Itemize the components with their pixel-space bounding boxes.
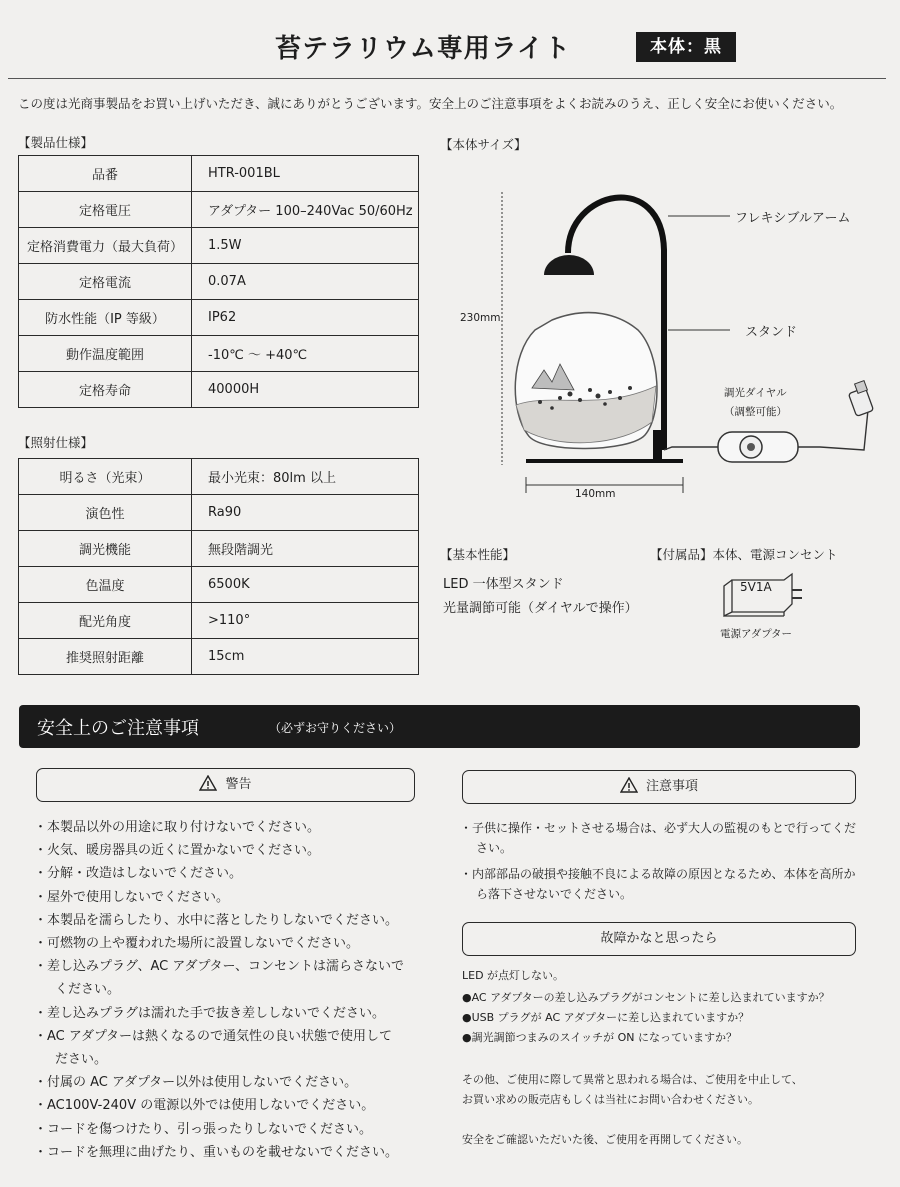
warning-item [34,886,404,909]
warning-item [34,1118,404,1141]
caution-item-text: ら落下させないでください。 [476,887,633,901]
warning-item [34,909,404,932]
warning-item-text: ・AC100V-240V の電源以外では使用しないでください。 [34,1098,375,1114]
lamp-diagram [440,150,890,510]
safety-title: 安全上のご注意事項 [37,718,199,739]
spec-value: -10℃ 〜 +40℃ [192,336,419,372]
basic-line-2: 光量調節可能（ダイヤルで操作） [443,601,638,616]
trouble-note-3: 安全をご確認いただいた後、ご使用を再開してください。 [462,1133,748,1146]
spec-row [19,156,419,192]
warning-item-text: ・コードを無理に曲げたり、重いものを載せないでください。 [34,1144,399,1160]
intro-text: この度は光商事製品をお買い上げいただき、誠にありがとうございます。安全上のご注意事項をよくお読みのうえ、正しく安全にお使いください。 [18,96,843,111]
caution-title: 注意事項 [645,779,698,794]
warning-item [34,1094,404,1117]
basic-line-1: LED 一体型スタンド [443,577,564,592]
warning-box [36,768,415,802]
spec-value: >110° [192,603,419,639]
safety-header [19,705,860,748]
dial-label: 調光ダイヤル [724,387,787,399]
warning-item [34,1002,404,1025]
spec-key: 定格電圧 [19,192,192,228]
spec-value: HTR-001BL [192,156,419,192]
spec-value: 0.07A [192,264,419,300]
spec-key: 推奨照射距離 [19,639,192,675]
spec-row [19,495,419,531]
safety-subtitle: （必ずお守りください） [269,721,402,735]
spec-value: アダプター 100–240Vac 50/60Hz [192,192,419,228]
warning-item-text: ・AC アダプターは熱くなるので通気性の良い状態で使用して [34,1028,393,1044]
spec-key: 明るさ（光束） [19,459,192,495]
spec-row [19,300,419,336]
spec-key: 防水性能（IP 等級） [19,300,192,336]
warning-item [34,839,404,862]
page-title: 苔テラリウム専用ライト [275,34,571,64]
light-spec-table [18,458,419,675]
warning-item [34,1141,404,1164]
width-dimension: 140mm [575,488,616,500]
adapter-caption: 電源アダプター [720,628,793,640]
spec-row [19,603,419,639]
dial-sublabel: （調整可能） [724,406,787,418]
spec-value: 最小光束：80lm 以上 [192,459,419,495]
warning-item-text: ・本製品以外の用途に取り付けないでください。 [34,820,321,835]
warning-item-text: ・付属の AC アダプター以外は使用しないでください。 [34,1075,358,1091]
warning-item [34,816,404,839]
spec-key: 動作温度範囲 [19,336,192,372]
divider [8,78,886,79]
spec-row [19,531,419,567]
trouble-item-3: ●調光調節つまみのスイッチが ON になっていますか？ [462,1031,738,1044]
spec-row [19,639,419,675]
warning-item-text: ・差し込みプラグ、AC アダプター、コンセントは濡らさないで [34,959,405,975]
trouble-title: 故障かなと思ったら [600,931,718,946]
warning-item-text: ・火気、暖房器具の近くに置かないでください。 [34,843,321,859]
warning-item [34,1048,404,1071]
spec-key: 配光角度 [19,603,192,639]
spec-key: 定格消費電力（最大負荷） [19,228,192,264]
trouble-item-2: ●USB プラグが AC アダプターに差し込まれていますか？ [462,1011,750,1024]
accessory-label: 【付属品】本体、電源コンセント [650,547,838,562]
warning-item-text: ・コードを傷つけたり、引っ張ったりしないでください。 [34,1121,373,1137]
color-badge: 本体：黒 [636,32,736,62]
spec-row [19,228,419,264]
product-spec-label: 【製品仕様】 [18,135,94,150]
warning-item-text: ・差し込みプラグは濡れた手で抜き差ししないでください。 [34,1005,386,1021]
spec-value: IP62 [192,300,419,336]
spec-value: 40000H [192,372,419,408]
warning-item-text: ださい。 [55,1052,108,1068]
caution-item-text: さい。 [476,841,513,855]
light-spec-label: 【照射仕様】 [18,435,94,450]
product-spec-table [18,155,419,408]
caution-item [460,818,856,858]
caution-item [460,864,856,904]
adapter-text: 5V1A [740,580,772,594]
spec-value: 6500K [192,567,419,603]
caution-box [462,770,856,804]
trouble-note-1: その他、ご使用に際して異常と思われる場合は、ご使用を中止して、 [462,1073,803,1086]
warning-title: 警告 [225,777,252,792]
spec-row [19,567,419,603]
caution-item-text: ・子供に操作・セットさせる場合は、必ず大人の監視のもとで行ってくだ [460,821,857,835]
caution-item-text: ・内部部品の破損や接触不良による故障の原因となるため、本体を高所か [460,867,856,881]
warning-item [34,862,404,885]
caution-icon [620,777,638,793]
spec-key: 定格寿命 [19,372,192,408]
height-dimension: 230mm [460,312,501,324]
spec-key: 演色性 [19,495,192,531]
spec-value: Ra90 [192,495,419,531]
arm-label: フレキシブルアーム [735,211,851,226]
spec-key: 色温度 [19,567,192,603]
spec-value: 無段階調光 [192,531,419,567]
warning-item-text: ください。 [55,982,121,998]
trouble-item-1: ●AC アダプターの差し込みプラグがコンセントに差し込まれていますか？ [462,991,830,1004]
spec-key: 品番 [19,156,192,192]
spec-row [19,192,419,228]
spec-row [19,336,419,372]
spec-value: 1.5W [192,228,419,264]
trouble-box [462,922,856,956]
warning-item [34,932,404,955]
trouble-lead: LED が点灯しない。 [462,969,565,982]
spec-key: 調光機能 [19,531,192,567]
warning-item-text: ・分解・改造はしないでください。 [34,866,243,882]
warning-item [34,1071,404,1094]
warning-list [34,816,404,1164]
warning-item-text: ・屋外で使用しないでください。 [34,889,230,905]
warning-icon [199,775,217,791]
stand-label: スタンド [745,325,798,340]
warning-item [34,978,404,1001]
caution-list [460,818,856,910]
spec-row [19,459,419,495]
size-label: 【本体サイズ】 [440,137,527,152]
warning-item [34,1025,404,1048]
spec-value: 15cm [192,639,419,675]
spec-row [19,264,419,300]
warning-item [34,955,404,978]
trouble-note-2: お買い求めの販売店もしくは当社にお問い合わせください。 [462,1093,759,1106]
basic-label: 【基本性能】 [440,547,516,562]
warning-item-text: ・本製品を濡らしたり、水中に落としたりしないでください。 [34,912,399,928]
spec-row [19,372,419,408]
warning-item-text: ・可燃物の上や覆われた場所に設置しないでください。 [34,936,360,952]
spec-key: 定格電流 [19,264,192,300]
